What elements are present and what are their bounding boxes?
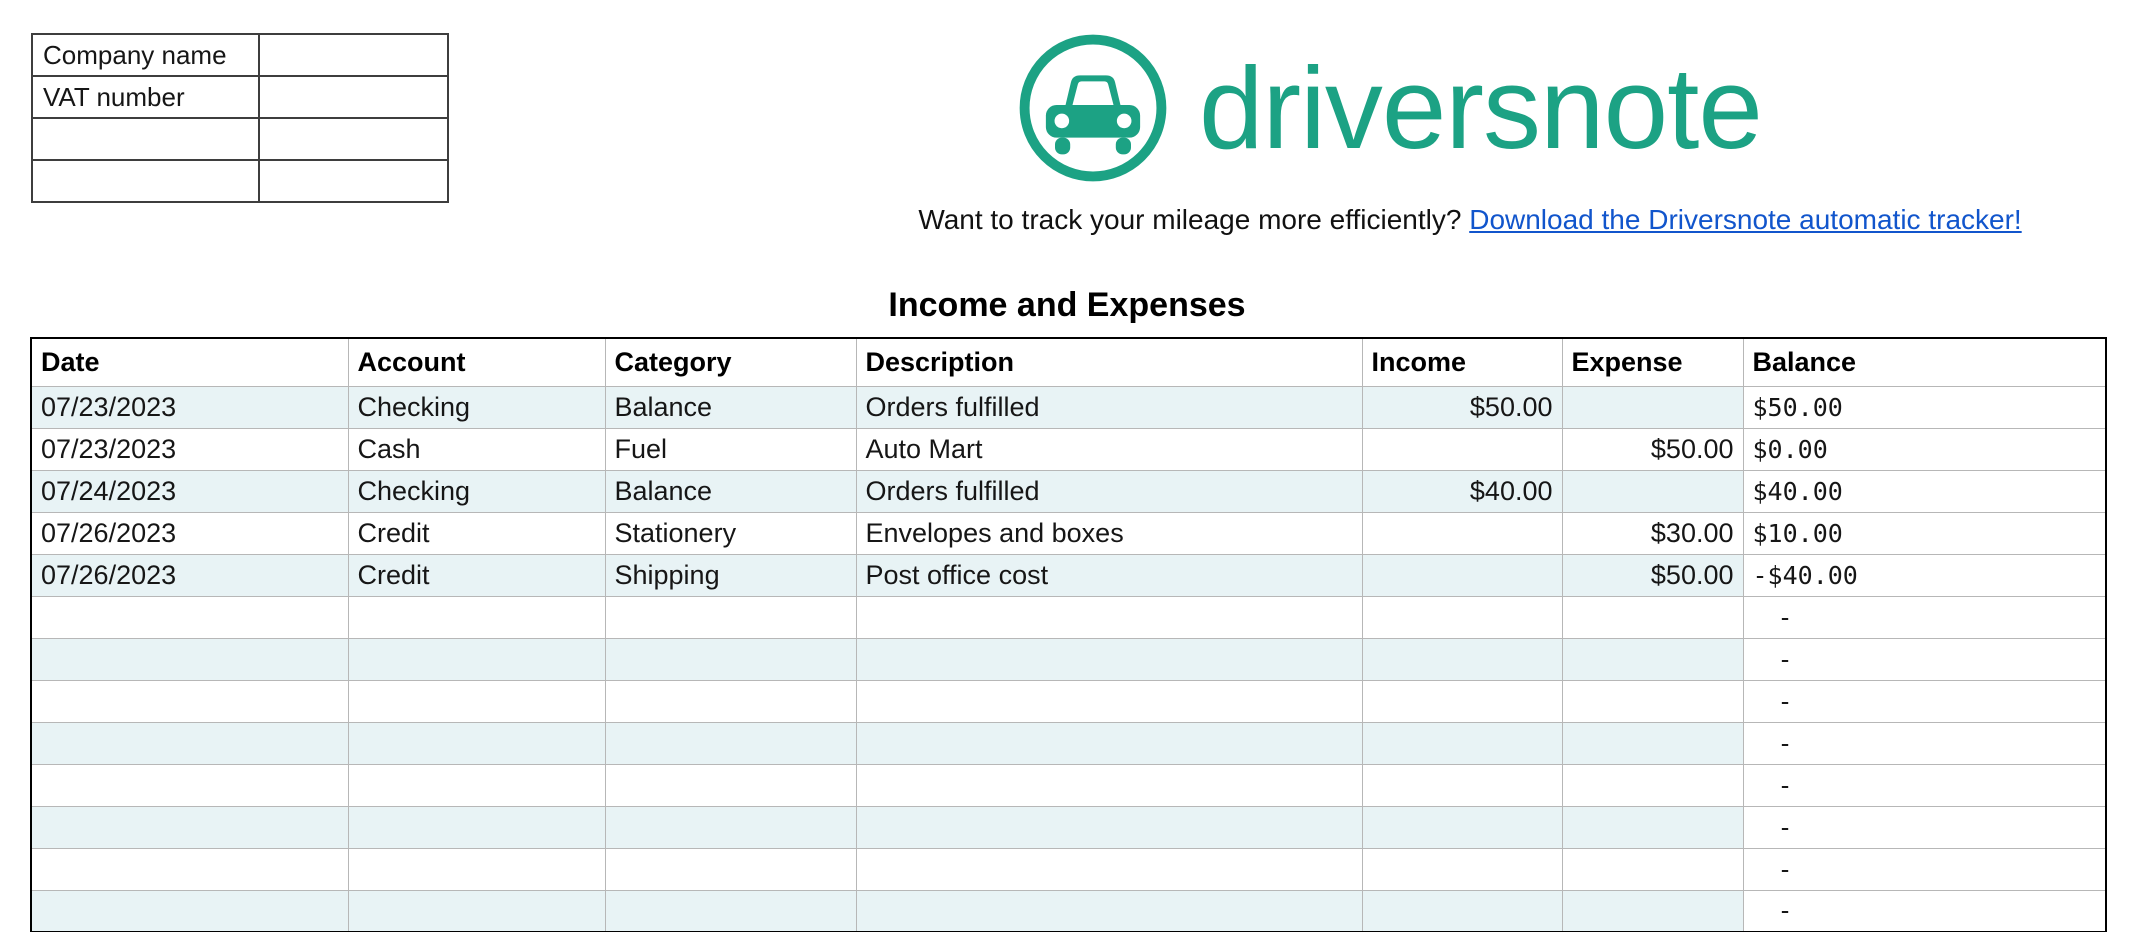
cell-income[interactable]: [1362, 890, 1562, 932]
company-label-cell[interactable]: VAT number: [32, 76, 259, 118]
cell-account[interactable]: [348, 722, 605, 764]
table-row: [31, 680, 2106, 722]
cell-income[interactable]: [1362, 428, 1562, 470]
column-header-income[interactable]: Income: [1362, 338, 1562, 386]
cell-account[interactable]: Cash: [348, 428, 605, 470]
cell-income[interactable]: [1362, 512, 1562, 554]
company-info-row: [32, 76, 448, 118]
table-row: [31, 554, 2106, 596]
cell-date[interactable]: 07/24/2023: [31, 470, 348, 512]
cell-description[interactable]: [856, 890, 1362, 932]
cell-account[interactable]: [348, 890, 605, 932]
cell-date[interactable]: [31, 764, 348, 806]
driversnote-logo: [1017, 28, 1762, 188]
cell-category[interactable]: Balance: [605, 470, 856, 512]
cell-income[interactable]: [1362, 848, 1562, 890]
cell-account[interactable]: [348, 638, 605, 680]
cell-account[interactable]: [348, 806, 605, 848]
cell-balance[interactable]: $10.00: [1743, 512, 2106, 554]
cell-expense[interactable]: $50.00: [1562, 554, 1743, 596]
cell-expense[interactable]: [1562, 806, 1743, 848]
cell-expense[interactable]: [1562, 386, 1743, 428]
company-info-row: [32, 118, 448, 160]
table-row: [31, 848, 2106, 890]
cell-balance[interactable]: $40.00: [1743, 470, 2106, 512]
cell-expense[interactable]: [1562, 680, 1743, 722]
cell-category[interactable]: Balance: [605, 386, 856, 428]
column-header-account[interactable]: Account: [348, 338, 605, 386]
company-value-cell[interactable]: [259, 34, 448, 76]
cell-account[interactable]: [348, 764, 605, 806]
cell-balance[interactable]: -$40.00: [1743, 554, 2106, 596]
cell-description[interactable]: [856, 806, 1362, 848]
cell-description[interactable]: Auto Mart: [856, 428, 1362, 470]
cell-income[interactable]: [1362, 554, 1562, 596]
cell-description[interactable]: Post office cost: [856, 554, 1362, 596]
column-header-category[interactable]: Category: [605, 338, 856, 386]
cell-balance[interactable]: $50.00: [1743, 386, 2106, 428]
cell-expense[interactable]: [1562, 596, 1743, 638]
cell-income[interactable]: [1362, 596, 1562, 638]
cell-category[interactable]: [605, 722, 856, 764]
cell-income[interactable]: $50.00: [1362, 386, 1562, 428]
income-expense-body: [31, 386, 2106, 932]
car-icon: [1017, 28, 1169, 188]
cell-income[interactable]: [1362, 806, 1562, 848]
cell-balance[interactable]: -: [1743, 596, 2106, 638]
cell-date[interactable]: 07/26/2023: [31, 554, 348, 596]
brand-wordmark: driversnote: [1199, 43, 1762, 173]
column-header-balance[interactable]: Balance: [1743, 338, 2106, 386]
company-info-body: [32, 34, 448, 202]
download-tracker-link[interactable]: Download the Driversnote automatic tracker!: [1469, 204, 2022, 235]
cell-category[interactable]: [605, 848, 856, 890]
cell-income[interactable]: [1362, 638, 1562, 680]
cell-account[interactable]: [348, 848, 605, 890]
column-header-expense[interactable]: Expense: [1562, 338, 1743, 386]
cell-balance[interactable]: -: [1743, 806, 2106, 848]
cell-balance[interactable]: -: [1743, 890, 2106, 932]
table-row: [31, 512, 2106, 554]
cell-description[interactable]: [856, 680, 1362, 722]
cell-description[interactable]: [856, 848, 1362, 890]
income-expense-table: [30, 337, 2107, 932]
cell-date[interactable]: 07/23/2023: [31, 386, 348, 428]
company-label-cell[interactable]: [32, 118, 259, 160]
cell-account[interactable]: [348, 596, 605, 638]
cell-balance[interactable]: -: [1743, 680, 2106, 722]
column-header-description[interactable]: Description: [856, 338, 1362, 386]
cell-date[interactable]: [31, 638, 348, 680]
table-row: [31, 764, 2106, 806]
cell-expense[interactable]: [1562, 470, 1743, 512]
cell-category[interactable]: Stationery: [605, 512, 856, 554]
company-info-row: [32, 160, 448, 202]
cell-category[interactable]: [605, 680, 856, 722]
cell-income[interactable]: [1362, 764, 1562, 806]
cell-income[interactable]: [1362, 722, 1562, 764]
cell-expense[interactable]: $50.00: [1562, 428, 1743, 470]
cell-category[interactable]: [605, 764, 856, 806]
table-row: [31, 470, 2106, 512]
cell-date[interactable]: [31, 680, 348, 722]
cell-balance[interactable]: -: [1743, 764, 2106, 806]
table-row: [31, 596, 2106, 638]
cell-date[interactable]: 07/26/2023: [31, 512, 348, 554]
cell-account[interactable]: Credit: [348, 512, 605, 554]
cell-date[interactable]: [31, 806, 348, 848]
cell-description[interactable]: [856, 722, 1362, 764]
table-row: [31, 806, 2106, 848]
cell-date[interactable]: [31, 848, 348, 890]
company-info-row: [32, 34, 448, 76]
company-label-cell[interactable]: [32, 160, 259, 202]
cell-expense[interactable]: [1562, 848, 1743, 890]
cell-date[interactable]: [31, 596, 348, 638]
company-info-table: [31, 33, 449, 203]
cell-balance[interactable]: -: [1743, 638, 2106, 680]
cell-date[interactable]: [31, 890, 348, 932]
cell-date[interactable]: [31, 722, 348, 764]
company-value-cell[interactable]: [259, 76, 448, 118]
table-row: [31, 890, 2106, 932]
tagline-text: Want to track your mileage more efficiently?: [918, 204, 1470, 235]
cell-description[interactable]: [856, 638, 1362, 680]
company-value-cell[interactable]: [259, 118, 448, 160]
cell-income[interactable]: [1362, 680, 1562, 722]
company-label-cell[interactable]: Company name: [32, 34, 259, 76]
header-row: [31, 338, 2106, 386]
cell-expense[interactable]: [1562, 638, 1743, 680]
cell-expense[interactable]: [1562, 764, 1743, 806]
column-header-date[interactable]: Date: [31, 338, 348, 386]
company-value-cell[interactable]: [259, 160, 448, 202]
cell-account[interactable]: Checking: [348, 386, 605, 428]
sheet-title: Income and Expenses: [888, 286, 1246, 324]
cell-description[interactable]: [856, 764, 1362, 806]
cell-category[interactable]: [605, 806, 856, 848]
cell-category[interactable]: [605, 596, 856, 638]
table-row: [31, 386, 2106, 428]
cell-expense[interactable]: [1562, 722, 1743, 764]
cell-category[interactable]: [605, 638, 856, 680]
cell-balance[interactable]: -: [1743, 848, 2106, 890]
cell-account[interactable]: Credit: [348, 554, 605, 596]
table-row: [31, 638, 2106, 680]
cell-balance[interactable]: $0.00: [1743, 428, 2106, 470]
tagline: [918, 204, 2021, 236]
cell-description[interactable]: Envelopes and boxes: [856, 512, 1362, 554]
cell-expense[interactable]: $30.00: [1562, 512, 1743, 554]
cell-category[interactable]: Shipping: [605, 554, 856, 596]
cell-expense[interactable]: [1562, 890, 1743, 932]
cell-description[interactable]: Orders fulfilled: [856, 386, 1362, 428]
cell-account[interactable]: [348, 680, 605, 722]
cell-account[interactable]: Checking: [348, 470, 605, 512]
cell-income[interactable]: $40.00: [1362, 470, 1562, 512]
cell-description[interactable]: [856, 596, 1362, 638]
cell-date[interactable]: 07/23/2023: [31, 428, 348, 470]
cell-category[interactable]: Fuel: [605, 428, 856, 470]
cell-category[interactable]: [605, 890, 856, 932]
cell-balance[interactable]: -: [1743, 722, 2106, 764]
table-row: [31, 428, 2106, 470]
cell-description[interactable]: Orders fulfilled: [856, 470, 1362, 512]
table-row: [31, 722, 2106, 764]
